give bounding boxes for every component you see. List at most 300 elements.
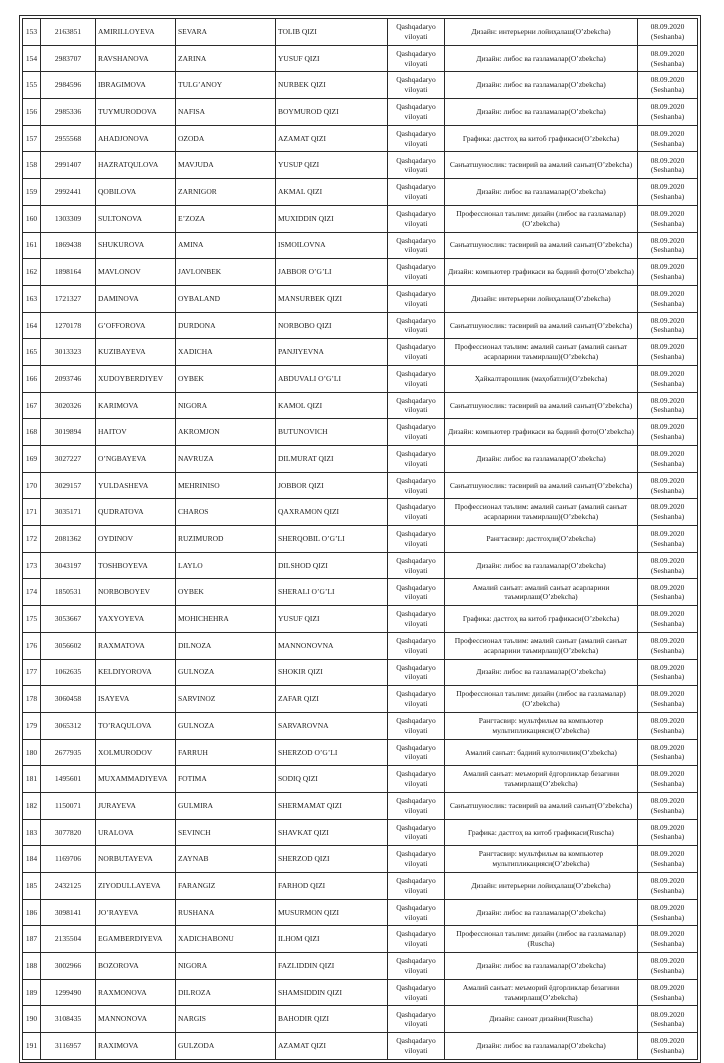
cell-specialty: Санъатшунослик: тасвирий ва амалий санъат(O’zbekcha) [445, 792, 638, 819]
cell-specialty: Санъатшунослик: тасвирий ва амалий санъат(O’zbekcha) [445, 472, 638, 499]
cell-no: 179 [23, 712, 41, 739]
cell-region: Qashqadaryo viloyati [388, 606, 445, 633]
cell-region: Qashqadaryo viloyati [388, 873, 445, 900]
cell-patronymic: FARHOD QIZI [276, 873, 388, 900]
cell-name: ZAYNAB [176, 846, 276, 873]
cell-region: Qashqadaryo viloyati [388, 632, 445, 659]
cell-no: 178 [23, 686, 41, 713]
cell-surname: ISAYEVA [96, 686, 176, 713]
cell-no: 184 [23, 846, 41, 873]
cell-surname: RAXIMOVA [96, 1033, 176, 1060]
table-row [23, 365, 698, 392]
table-row [23, 125, 698, 152]
cell-name: OYBEK [176, 579, 276, 606]
cell-id: 1898164 [41, 259, 96, 286]
cell-surname: KELDIYOROVA [96, 659, 176, 686]
cell-patronymic: MANNONOVNA [276, 632, 388, 659]
cell-specialty: Санъатшунослик: тасвирий ва амалий санъат(O’zbekcha) [445, 392, 638, 419]
cell-id: 3108435 [41, 1006, 96, 1033]
cell-id: 3065312 [41, 712, 96, 739]
cell-specialty: Амалий санъат: меъморий ёдгорликлар безагини таъмирлаш(O’zbekcha) [445, 766, 638, 793]
cell-region: Qashqadaryo viloyati [388, 472, 445, 499]
cell-region: Qashqadaryo viloyati [388, 259, 445, 286]
cell-date: 08.09.2020 (Seshanba) [638, 232, 698, 259]
cell-patronymic: ABDUVALI O’G’LI [276, 365, 388, 392]
cell-region: Qashqadaryo viloyati [388, 766, 445, 793]
cell-region: Qashqadaryo viloyati [388, 686, 445, 713]
cell-name: MOHICHEHRA [176, 606, 276, 633]
cell-id: 2135504 [41, 926, 96, 953]
table-row [23, 392, 698, 419]
cell-surname: MAVLONOV [96, 259, 176, 286]
cell-date: 08.09.2020 (Seshanba) [638, 739, 698, 766]
cell-no: 176 [23, 632, 41, 659]
cell-no: 155 [23, 72, 41, 99]
cell-name: CHAROS [176, 499, 276, 526]
cell-specialty: Дизайн: либос ва газламалар(O’zbekcha) [445, 446, 638, 473]
table-row [23, 579, 698, 606]
cell-specialty: Дизайн: компьютер графикаси ва бадиий фото(O’zbekcha) [445, 419, 638, 446]
cell-no: 188 [23, 953, 41, 980]
cell-patronymic: AZAMAT QIZI [276, 125, 388, 152]
cell-no: 154 [23, 45, 41, 72]
table-row [23, 312, 698, 339]
cell-date: 08.09.2020 (Seshanba) [638, 179, 698, 206]
cell-id: 2992441 [41, 179, 96, 206]
cell-name: NAFISA [176, 99, 276, 126]
cell-surname: TOSHBOYEVA [96, 552, 176, 579]
cell-surname: XUDOYBERDIYEV [96, 365, 176, 392]
table-row [23, 1033, 698, 1060]
cell-date: 08.09.2020 (Seshanba) [638, 712, 698, 739]
cell-id: 3002966 [41, 953, 96, 980]
cell-name: TULG’ANOY [176, 72, 276, 99]
cell-surname: AHADJONOVA [96, 125, 176, 152]
cell-no: 181 [23, 766, 41, 793]
cell-no: 156 [23, 99, 41, 126]
cell-name: NIGORA [176, 953, 276, 980]
cell-id: 3019894 [41, 419, 96, 446]
cell-region: Qashqadaryo viloyati [388, 392, 445, 419]
cell-id: 1299490 [41, 979, 96, 1006]
cell-specialty: Дизайн: интерьерни лойиҳалаш(O’zbekcha) [445, 19, 638, 46]
cell-patronymic: BAHODIR QIZI [276, 1006, 388, 1033]
cell-specialty: Графика: дастгоҳ ва китоб графикаси(O’zbekcha) [445, 606, 638, 633]
cell-specialty: Рангтасвир: мультфильм ва компьютер мультипликацияси(O’zbekcha) [445, 846, 638, 873]
cell-no: 191 [23, 1033, 41, 1060]
cell-patronymic: BUTUNOVICH [276, 419, 388, 446]
table-row [23, 686, 698, 713]
cell-name: FARRUH [176, 739, 276, 766]
cell-name: FOTIMA [176, 766, 276, 793]
cell-no: 174 [23, 579, 41, 606]
cell-patronymic: SHOKIR QIZI [276, 659, 388, 686]
cell-date: 08.09.2020 (Seshanba) [638, 285, 698, 312]
cell-id: 3116957 [41, 1033, 96, 1060]
cell-region: Qashqadaryo viloyati [388, 579, 445, 606]
cell-patronymic: TOLIB QIZI [276, 19, 388, 46]
cell-name: NAVRUZA [176, 446, 276, 473]
cell-region: Qashqadaryo viloyati [388, 499, 445, 526]
cell-name: NARGIS [176, 1006, 276, 1033]
cell-specialty: Дизайн: либос ва газламалар(O’zbekcha) [445, 659, 638, 686]
cell-date: 08.09.2020 (Seshanba) [638, 446, 698, 473]
cell-name: MAVJUDA [176, 152, 276, 179]
cell-surname: JO’RAYEVA [96, 899, 176, 926]
cell-date: 08.09.2020 (Seshanba) [638, 873, 698, 900]
cell-no: 166 [23, 365, 41, 392]
cell-no: 177 [23, 659, 41, 686]
cell-no: 190 [23, 1006, 41, 1033]
cell-surname: YULDASHEVA [96, 472, 176, 499]
cell-surname: IBRAGIMOVA [96, 72, 176, 99]
cell-date: 08.09.2020 (Seshanba) [638, 205, 698, 232]
cell-patronymic: YUSUF QIZI [276, 45, 388, 72]
cell-surname: ZIYODULLAYEVA [96, 873, 176, 900]
cell-region: Qashqadaryo viloyati [388, 232, 445, 259]
cell-specialty: Дизайн: саноат дизайни(Ruscha) [445, 1006, 638, 1033]
cell-date: 08.09.2020 (Seshanba) [638, 846, 698, 873]
cell-id: 3029157 [41, 472, 96, 499]
cell-region: Qashqadaryo viloyati [388, 659, 445, 686]
cell-specialty: Амалий санъат: меъморий ёдгорликлар безагини таъмирлаш(O’zbekcha) [445, 979, 638, 1006]
cell-surname: TUYMURODOVA [96, 99, 176, 126]
cell-date: 08.09.2020 (Seshanba) [638, 1033, 698, 1060]
cell-id: 3043197 [41, 552, 96, 579]
cell-surname: KARIMOVA [96, 392, 176, 419]
cell-no: 185 [23, 873, 41, 900]
cell-patronymic: JABBOR O’G’LI [276, 259, 388, 286]
cell-no: 180 [23, 739, 41, 766]
cell-specialty: Дизайн: интерьерни лойиҳалаш(O’zbekcha) [445, 873, 638, 900]
cell-specialty: Дизайн: либос ва газламалар(O’zbekcha) [445, 899, 638, 926]
cell-region: Qashqadaryo viloyati [388, 846, 445, 873]
table-row [23, 45, 698, 72]
cell-date: 08.09.2020 (Seshanba) [638, 472, 698, 499]
cell-no: 189 [23, 979, 41, 1006]
cell-id: 3013323 [41, 339, 96, 366]
cell-date: 08.09.2020 (Seshanba) [638, 686, 698, 713]
cell-id: 1169706 [41, 846, 96, 873]
cell-region: Qashqadaryo viloyati [388, 552, 445, 579]
cell-region: Qashqadaryo viloyati [388, 526, 445, 553]
table-row [23, 739, 698, 766]
table-row [23, 792, 698, 819]
cell-no: 187 [23, 926, 41, 953]
cell-id: 2432125 [41, 873, 96, 900]
cell-date: 08.09.2020 (Seshanba) [638, 19, 698, 46]
cell-patronymic: PANJIYEVNA [276, 339, 388, 366]
cell-name: DILROZA [176, 979, 276, 1006]
cell-name: XADICHABONU [176, 926, 276, 953]
cell-surname: XOLMURODOV [96, 739, 176, 766]
cell-region: Qashqadaryo viloyati [388, 419, 445, 446]
cell-name: SARVINOZ [176, 686, 276, 713]
cell-date: 08.09.2020 (Seshanba) [638, 579, 698, 606]
cell-date: 08.09.2020 (Seshanba) [638, 259, 698, 286]
cell-name: LAYLO [176, 552, 276, 579]
cell-surname: O’NGBAYEVA [96, 446, 176, 473]
cell-no: 163 [23, 285, 41, 312]
cell-id: 2984596 [41, 72, 96, 99]
cell-surname: QUDRATOVA [96, 499, 176, 526]
cell-name: SEVARA [176, 19, 276, 46]
table-row [23, 152, 698, 179]
cell-date: 08.09.2020 (Seshanba) [638, 792, 698, 819]
table-row [23, 339, 698, 366]
cell-date: 08.09.2020 (Seshanba) [638, 552, 698, 579]
cell-surname: NORBUTAYEVA [96, 846, 176, 873]
cell-specialty: Дизайн: либос ва газламалар(O’zbekcha) [445, 45, 638, 72]
cell-id: 3027227 [41, 446, 96, 473]
cell-id: 3060458 [41, 686, 96, 713]
applicants-table [22, 18, 698, 1060]
cell-region: Qashqadaryo viloyati [388, 926, 445, 953]
cell-no: 170 [23, 472, 41, 499]
cell-specialty: Ҳайкалтарошлик (маҳобатли)(O’zbekcha) [445, 365, 638, 392]
cell-patronymic: YUSUF QIZI [276, 606, 388, 633]
cell-patronymic: AZAMAT QIZI [276, 1033, 388, 1060]
cell-name: RUSHANA [176, 899, 276, 926]
cell-id: 3053667 [41, 606, 96, 633]
table-row [23, 873, 698, 900]
cell-id: 1850531 [41, 579, 96, 606]
table-row [23, 446, 698, 473]
cell-id: 2985336 [41, 99, 96, 126]
cell-specialty: Профессионал таълим: амалий санъат (амалий санъат асарларини таъмирлаш)(O’zbekcha) [445, 499, 638, 526]
cell-name: AKROMJON [176, 419, 276, 446]
cell-region: Qashqadaryo viloyati [388, 99, 445, 126]
cell-patronymic: NORBOBO QIZI [276, 312, 388, 339]
cell-id: 1869438 [41, 232, 96, 259]
cell-date: 08.09.2020 (Seshanba) [638, 659, 698, 686]
cell-patronymic: MUXIDDIN QIZI [276, 205, 388, 232]
cell-date: 08.09.2020 (Seshanba) [638, 72, 698, 99]
cell-id: 2991407 [41, 152, 96, 179]
cell-name: DURDONA [176, 312, 276, 339]
cell-id: 2955568 [41, 125, 96, 152]
cell-specialty: Профессионал таълим: дизайн (либос ва газламалар)(O’zbekcha) [445, 205, 638, 232]
cell-no: 153 [23, 19, 41, 46]
cell-specialty: Рангтасвир: мультфильм ва компьютер мультипликацияси(O’zbekcha) [445, 712, 638, 739]
table-row [23, 926, 698, 953]
cell-surname: G’OFFOROVA [96, 312, 176, 339]
table-row [23, 819, 698, 846]
cell-no: 167 [23, 392, 41, 419]
cell-id: 2163851 [41, 19, 96, 46]
cell-id: 1270178 [41, 312, 96, 339]
cell-date: 08.09.2020 (Seshanba) [638, 766, 698, 793]
cell-region: Qashqadaryo viloyati [388, 125, 445, 152]
cell-name: AMINA [176, 232, 276, 259]
cell-date: 08.09.2020 (Seshanba) [638, 526, 698, 553]
cell-name: OYBEK [176, 365, 276, 392]
cell-specialty: Дизайн: интерьерни лойиҳалаш(O’zbekcha) [445, 285, 638, 312]
cell-id: 1495601 [41, 766, 96, 793]
cell-specialty: Профессионал таълим: амалий санъат (амалий санъат асарларини таъмирлаш)(O’zbekcha) [445, 632, 638, 659]
cell-no: 182 [23, 792, 41, 819]
cell-name: XADICHA [176, 339, 276, 366]
cell-name: E’ZOZA [176, 205, 276, 232]
table-row [23, 846, 698, 873]
cell-date: 08.09.2020 (Seshanba) [638, 419, 698, 446]
cell-surname: RAXMONOVA [96, 979, 176, 1006]
cell-no: 186 [23, 899, 41, 926]
cell-region: Qashqadaryo viloyati [388, 899, 445, 926]
cell-surname: TO’RAQULOVA [96, 712, 176, 739]
cell-patronymic: SHERQOBIL O’G’LI [276, 526, 388, 553]
cell-no: 160 [23, 205, 41, 232]
cell-id: 2093746 [41, 365, 96, 392]
cell-surname: MANNONOVA [96, 1006, 176, 1033]
table-row [23, 99, 698, 126]
cell-id: 2677935 [41, 739, 96, 766]
cell-patronymic: SHERMAMAT QIZI [276, 792, 388, 819]
table-row [23, 179, 698, 206]
cell-surname: EGAMBERDIYEVA [96, 926, 176, 953]
cell-id: 3035171 [41, 499, 96, 526]
table-row [23, 285, 698, 312]
cell-region: Qashqadaryo viloyati [388, 72, 445, 99]
cell-patronymic: ISMOILOVNA [276, 232, 388, 259]
cell-no: 164 [23, 312, 41, 339]
cell-patronymic: YUSUP QIZI [276, 152, 388, 179]
cell-id: 1150071 [41, 792, 96, 819]
cell-region: Qashqadaryo viloyati [388, 739, 445, 766]
cell-no: 169 [23, 446, 41, 473]
cell-region: Qashqadaryo viloyati [388, 819, 445, 846]
cell-date: 08.09.2020 (Seshanba) [638, 365, 698, 392]
cell-no: 158 [23, 152, 41, 179]
cell-surname: BOZOROVA [96, 953, 176, 980]
cell-no: 165 [23, 339, 41, 366]
cell-specialty: Дизайн: компьютер графикаси ва бадиий фото(O’zbekcha) [445, 259, 638, 286]
cell-no: 173 [23, 552, 41, 579]
cell-date: 08.09.2020 (Seshanba) [638, 606, 698, 633]
cell-specialty: Дизайн: либос ва газламалар(O’zbekcha) [445, 99, 638, 126]
cell-id: 2081362 [41, 526, 96, 553]
cell-region: Qashqadaryo viloyati [388, 19, 445, 46]
cell-date: 08.09.2020 (Seshanba) [638, 979, 698, 1006]
cell-surname: HAZRATQULOVA [96, 152, 176, 179]
cell-id: 3020326 [41, 392, 96, 419]
cell-id: 3077820 [41, 819, 96, 846]
cell-name: GULNOZA [176, 712, 276, 739]
cell-date: 08.09.2020 (Seshanba) [638, 899, 698, 926]
cell-specialty: Профессионал таълим: амалий санъат (амалий санъат асарларини таъмирлаш)(O’zbekcha) [445, 339, 638, 366]
cell-surname: KUZIBAYEVA [96, 339, 176, 366]
cell-specialty: Амалий санъат: бадиий кулолчилик(O’zbekcha) [445, 739, 638, 766]
cell-id: 3056602 [41, 632, 96, 659]
cell-region: Qashqadaryo viloyati [388, 792, 445, 819]
cell-surname: SULTONOVA [96, 205, 176, 232]
applicant-table-body [23, 19, 698, 1060]
applicants-table-outer-border [19, 15, 701, 1063]
cell-no: 175 [23, 606, 41, 633]
cell-no: 168 [23, 419, 41, 446]
cell-specialty: Санъатшунослик: тасвирий ва амалий санъат(O’zbekcha) [445, 152, 638, 179]
cell-patronymic: ZAFAR QIZI [276, 686, 388, 713]
cell-patronymic: SHAVKAT QIZI [276, 819, 388, 846]
cell-patronymic: MUSURMON QIZI [276, 899, 388, 926]
cell-date: 08.09.2020 (Seshanba) [638, 312, 698, 339]
cell-no: 161 [23, 232, 41, 259]
table-row [23, 259, 698, 286]
cell-patronymic: DILMURAT QIZI [276, 446, 388, 473]
cell-name: FARANGIZ [176, 873, 276, 900]
cell-region: Qashqadaryo viloyati [388, 446, 445, 473]
cell-name: OZODA [176, 125, 276, 152]
cell-patronymic: SHERZOD QIZI [276, 846, 388, 873]
cell-no: 172 [23, 526, 41, 553]
table-row [23, 606, 698, 633]
cell-no: 159 [23, 179, 41, 206]
cell-name: ZARNIGOR [176, 179, 276, 206]
cell-name: MEHRINISO [176, 472, 276, 499]
table-row [23, 19, 698, 46]
cell-name: DILNOZA [176, 632, 276, 659]
cell-region: Qashqadaryo viloyati [388, 205, 445, 232]
table-row [23, 526, 698, 553]
cell-surname: SHUKUROVA [96, 232, 176, 259]
cell-patronymic: KAMOL QIZI [276, 392, 388, 419]
table-row [23, 632, 698, 659]
cell-name: ZARINA [176, 45, 276, 72]
cell-patronymic: AKMAL QIZI [276, 179, 388, 206]
table-row [23, 205, 698, 232]
cell-specialty: Амалий санъат: амалий санъат асарларини таъмирлаш(O’zbekcha) [445, 579, 638, 606]
cell-region: Qashqadaryo viloyati [388, 365, 445, 392]
cell-surname: MUXAMMADIYEVA [96, 766, 176, 793]
cell-region: Qashqadaryo viloyati [388, 712, 445, 739]
cell-region: Qashqadaryo viloyati [388, 45, 445, 72]
cell-patronymic: SARVAROVNA [276, 712, 388, 739]
cell-date: 08.09.2020 (Seshanba) [638, 1006, 698, 1033]
cell-date: 08.09.2020 (Seshanba) [638, 339, 698, 366]
table-row [23, 899, 698, 926]
cell-patronymic: MANSURBEK QIZI [276, 285, 388, 312]
table-row [23, 472, 698, 499]
cell-date: 08.09.2020 (Seshanba) [638, 392, 698, 419]
cell-patronymic: JOBBOR QIZI [276, 472, 388, 499]
cell-date: 08.09.2020 (Seshanba) [638, 632, 698, 659]
table-row [23, 419, 698, 446]
cell-id: 1721327 [41, 285, 96, 312]
cell-name: NIGORA [176, 392, 276, 419]
table-row [23, 1006, 698, 1033]
table-row [23, 72, 698, 99]
cell-surname: RAVSHANOVA [96, 45, 176, 72]
cell-date: 08.09.2020 (Seshanba) [638, 99, 698, 126]
cell-region: Qashqadaryo viloyati [388, 1006, 445, 1033]
cell-surname: QOBILOVA [96, 179, 176, 206]
cell-specialty: Рангтасвир: дастгоҳли(O’zbekcha) [445, 526, 638, 553]
cell-region: Qashqadaryo viloyati [388, 285, 445, 312]
table-row [23, 552, 698, 579]
cell-region: Qashqadaryo viloyati [388, 979, 445, 1006]
cell-name: JAVLONBEK [176, 259, 276, 286]
cell-region: Qashqadaryo viloyati [388, 152, 445, 179]
cell-date: 08.09.2020 (Seshanba) [638, 152, 698, 179]
cell-region: Qashqadaryo viloyati [388, 339, 445, 366]
cell-surname: URALOVA [96, 819, 176, 846]
cell-name: GULMIRA [176, 792, 276, 819]
cell-specialty: Дизайн: либос ва газламалар(O’zbekcha) [445, 179, 638, 206]
cell-patronymic: ILHOM QIZI [276, 926, 388, 953]
cell-no: 157 [23, 125, 41, 152]
cell-specialty: Санъатшунослик: тасвирий ва амалий санъат(O’zbekcha) [445, 312, 638, 339]
cell-specialty: Графика: дастгоҳ ва китоб графикаси(O’zbekcha) [445, 125, 638, 152]
